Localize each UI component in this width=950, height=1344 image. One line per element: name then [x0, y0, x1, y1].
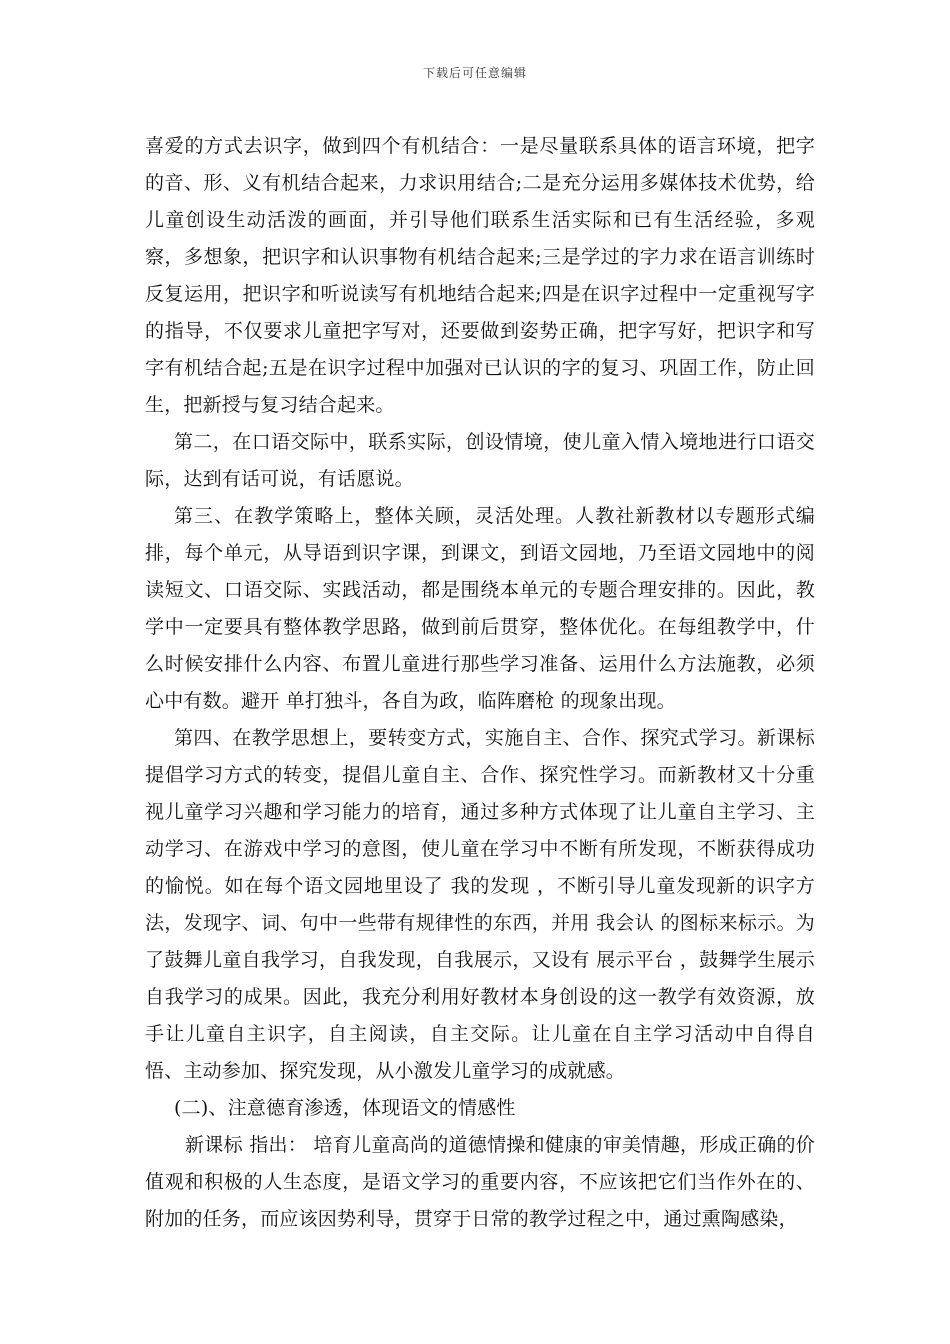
paragraph-teaching-philosophy: 第四、在教学思想上，要转变方式，实施自主、合作、探究式学习。新课标提倡学习方式的转变，提倡儿童自主、合作、探究性学习。而新教材又十分重视儿童学习兴趣和学习能力的培育，通过多种方式体现了让儿童自主学习、主动学习、在游戏中学习的意图，使儿童在学习中不断有所发现，不断获得成功的愉悦。如在每个语文园地里设了 我的发现 ，不断引导儿童发现新的识字方法，发现字、词、句中一些带有规律性的东西，并用 我会认 的图标来标示。为了鼓舞儿童自我学习，自我发现，自我展示，又设有 展示平台 ，鼓舞学生展示自我学习的成果。因此，我充分利用好教材本身创设的这一教学有效资源，放手让儿童自主识字，自主阅读，自主交际。让儿童在自主学习活动中自得自悟、主动参加、探究发现，从小激发儿童学习的成就感。: [145, 727, 815, 1082]
paragraph-oral-communication: 第二，在口语交际中，联系实际，创设情境，使儿童入情入境地进行口语交际，达到有话可说，有话愿说。: [145, 431, 815, 490]
paragraph-teaching-strategy: 第三、在教学策略上，整体关顾，灵活处理。人教社新教材以专题形式编排，每个单元，从导语到识字课，到课文，到语文园地，乃至语文园地中的阅读短文、口语交际、实践活动，都是围绕本单元的专题合理安排的。因此，教学中一定要具有整体教学思路，做到前后贯穿，整体优化。在每组教学中，什么时候安排什么内容、布置儿童进行那些学习准备、运用什么方法施教，必须心中有数。避开 单打独斗，各自为政，临阵磨枪 的现象出现。: [145, 505, 815, 712]
document-body: [145, 128, 815, 1238]
section-heading-moral-education: (二)、注意德育渗透，体现语文的情感性: [174, 1097, 516, 1119]
paragraph-new-curriculum: 新课标 指出： 培育儿童高尚的道德情操和健康的审美情趣，形成正确的价值观和积极的人生态度，是语文学习的重要内容，不应该把它们当作外在的、附加的任务，而应该因势利导，贯穿于日常的教学过程之中，通过熏陶感染，: [145, 1134, 815, 1230]
paragraph-literacy-methods: 喜爱的方式去识字，做到四个有机结合：一是尽量联系具体的语言环境，把字的音、形、义有机结合起来，力求识用结合;二是充分运用多媒体技术优势，给儿童创设生动活泼的画面，并引导他们联系生活实际和已有生活经验，多观察，多想象，把识字和认识事物有机结合起来;三是学过的字力求在语言训练时反复运用，把识字和听说读写有机地结合起来;四是在识字过程中一定重视写字的指导，不仅要求儿童把字写对，还要做到姿势正确，把字写好，把识字和写字有机结合起;五是在识字过程中加强对已认识的字的复习、巩固工作，防止回生，把新授与复习结合起来。: [145, 135, 815, 416]
page-header: 下载后可任意编辑: [422, 66, 527, 80]
